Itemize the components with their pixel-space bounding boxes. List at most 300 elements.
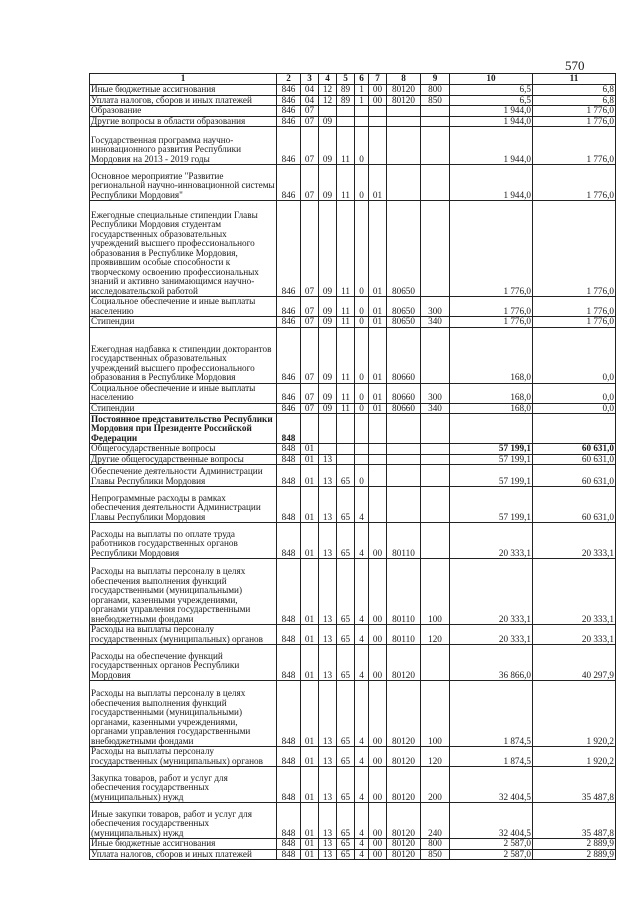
- section-code-cell: 07: [301, 383, 319, 403]
- subprogram-code-cell: 4: [355, 645, 369, 681]
- subprogram-code-cell: 0: [355, 465, 369, 487]
- table-row: [90, 95, 616, 106]
- ved-code-cell: 846: [277, 383, 301, 403]
- direction-code-cell: 80110: [387, 523, 421, 559]
- direction-code-cell: 80120: [387, 849, 421, 860]
- amount-year1-cell: 168,0: [450, 383, 533, 403]
- table-row: [90, 444, 616, 455]
- amount-year1-cell: 1 776,0: [450, 201, 533, 297]
- ved-code-cell: 848: [277, 523, 301, 559]
- subprogram-code-cell: 0: [355, 127, 369, 165]
- subsection-code-cell: [319, 106, 337, 117]
- subprogram-code-cell: 4: [355, 849, 369, 860]
- program-code-cell: 11: [337, 165, 355, 201]
- ved-code-cell: 846: [277, 116, 301, 127]
- event-code-cell: [369, 127, 387, 165]
- expense-type-code-cell: 100: [421, 681, 450, 747]
- expense-type-code-cell: 800: [421, 85, 450, 96]
- expense-type-code-cell: [421, 454, 450, 465]
- table-row: [90, 327, 616, 383]
- table-row: [90, 317, 616, 328]
- subprogram-code-cell: 0: [355, 165, 369, 201]
- expense-name-cell: Иные бюджетные ассигнования: [90, 839, 277, 850]
- ved-code-cell: 846: [277, 403, 301, 414]
- amount-year2-cell: 1 920,2: [533, 681, 616, 747]
- table-row: [90, 127, 616, 165]
- section-code-cell: 01: [301, 465, 319, 487]
- event-code-cell: 00: [369, 839, 387, 850]
- direction-code-cell: [387, 465, 421, 487]
- amount-year2-cell: 2 889,9: [533, 839, 616, 850]
- direction-code-cell: 80110: [387, 559, 421, 625]
- event-code-cell: 00: [369, 849, 387, 860]
- subprogram-code-cell: 0: [355, 201, 369, 297]
- subsection-code-cell: 13: [319, 747, 337, 767]
- subsection-code-cell: 09: [319, 127, 337, 165]
- expense-type-code-cell: 850: [421, 95, 450, 106]
- section-code-cell: [301, 414, 319, 444]
- subsection-code-cell: 13: [319, 559, 337, 625]
- amount-year2-cell: 1 776,0: [533, 317, 616, 328]
- amount-year2-cell: 60 631,0: [533, 465, 616, 487]
- event-code-cell: [369, 444, 387, 455]
- program-code-cell: 65: [337, 849, 355, 860]
- subsection-code-cell: 13: [319, 645, 337, 681]
- event-code-cell: [369, 414, 387, 444]
- program-code-cell: 65: [337, 559, 355, 625]
- expense-name-cell: Стипендии: [90, 403, 277, 414]
- direction-code-cell: 80120: [387, 767, 421, 803]
- expense-type-code-cell: [421, 165, 450, 201]
- amount-year1-cell: 57 199,1: [450, 444, 533, 455]
- budget-table-body: [90, 85, 616, 860]
- subprogram-code-cell: 4: [355, 767, 369, 803]
- subsection-code-cell: 09: [319, 383, 337, 403]
- subprogram-code-cell: [355, 116, 369, 127]
- amount-year1-cell: 32 404,5: [450, 803, 533, 839]
- direction-code-cell: 80110: [387, 625, 421, 645]
- expense-type-code-cell: [421, 487, 450, 523]
- amount-year1-cell: 1 776,0: [450, 297, 533, 317]
- direction-code-cell: [387, 454, 421, 465]
- event-code-cell: [369, 454, 387, 465]
- amount-year2-cell: 20 333,1: [533, 559, 616, 625]
- direction-code-cell: [387, 487, 421, 523]
- program-code-cell: 89: [337, 85, 355, 96]
- table-row: [90, 297, 616, 317]
- amount-year2-cell: 60 631,0: [533, 444, 616, 455]
- expense-name-cell: Обеспечение деятельности Администрации Главы Республики Мордовия: [90, 465, 277, 487]
- event-code-cell: 00: [369, 803, 387, 839]
- column-header: 10: [450, 74, 533, 85]
- expense-name-cell: Расходы на выплаты персоналу государственных (муниципальных) органов: [90, 625, 277, 645]
- event-code-cell: [369, 116, 387, 127]
- amount-year1-cell: 1 874,5: [450, 747, 533, 767]
- section-code-cell: 01: [301, 559, 319, 625]
- expense-name-cell: Образование: [90, 106, 277, 117]
- direction-code-cell: [387, 444, 421, 455]
- amount-year1-cell: 1 944,0: [450, 127, 533, 165]
- direction-code-cell: 80660: [387, 327, 421, 383]
- program-code-cell: 65: [337, 681, 355, 747]
- table-row: [90, 201, 616, 297]
- expense-type-code-cell: 300: [421, 297, 450, 317]
- section-code-cell: 07: [301, 106, 319, 117]
- direction-code-cell: 80660: [387, 403, 421, 414]
- ved-code-cell: 846: [277, 106, 301, 117]
- ved-code-cell: 846: [277, 165, 301, 201]
- event-code-cell: 01: [369, 383, 387, 403]
- direction-code-cell: 80120: [387, 681, 421, 747]
- expense-name-cell: Иные бюджетные ассигнования: [90, 85, 277, 96]
- event-code-cell: [369, 106, 387, 117]
- amount-year2-cell: 35 487,8: [533, 767, 616, 803]
- program-code-cell: 65: [337, 803, 355, 839]
- amount-year2-cell: 0,0: [533, 403, 616, 414]
- budget-table: [89, 73, 616, 860]
- event-code-cell: 00: [369, 523, 387, 559]
- table-row: [90, 681, 616, 747]
- amount-year2-cell: 6,8: [533, 95, 616, 106]
- table-row: [90, 625, 616, 645]
- ved-code-cell: 848: [277, 747, 301, 767]
- expense-type-code-cell: 120: [421, 747, 450, 767]
- ved-code-cell: 848: [277, 414, 301, 444]
- subsection-code-cell: 09: [319, 403, 337, 414]
- subsection-code-cell: 13: [319, 849, 337, 860]
- section-code-cell: 01: [301, 625, 319, 645]
- expense-type-code-cell: 200: [421, 767, 450, 803]
- expense-type-code-cell: [421, 645, 450, 681]
- direction-code-cell: 80120: [387, 645, 421, 681]
- direction-code-cell: 80650: [387, 201, 421, 297]
- subprogram-code-cell: 4: [355, 681, 369, 747]
- subsection-code-cell: [319, 444, 337, 455]
- section-code-cell: 01: [301, 487, 319, 523]
- column-header: 2: [277, 74, 301, 85]
- expense-type-code-cell: [421, 201, 450, 297]
- section-code-cell: 07: [301, 403, 319, 414]
- program-code-cell: 11: [337, 317, 355, 328]
- table-row: [90, 767, 616, 803]
- direction-code-cell: 80660: [387, 383, 421, 403]
- table-row: [90, 383, 616, 403]
- direction-code-cell: [387, 127, 421, 165]
- table-row: [90, 403, 616, 414]
- expense-type-code-cell: 340: [421, 403, 450, 414]
- expense-type-code-cell: [421, 444, 450, 455]
- direction-code-cell: [387, 106, 421, 117]
- expense-name-cell: Общегосударственные вопросы: [90, 444, 277, 455]
- program-code-cell: 11: [337, 383, 355, 403]
- section-code-cell: 01: [301, 645, 319, 681]
- column-header: 8: [387, 74, 421, 85]
- subprogram-code-cell: [355, 454, 369, 465]
- amount-year1-cell: 20 333,1: [450, 625, 533, 645]
- column-header: 4: [319, 74, 337, 85]
- event-code-cell: 00: [369, 645, 387, 681]
- subprogram-code-cell: 0: [355, 317, 369, 328]
- table-row: [90, 559, 616, 625]
- section-code-cell: 01: [301, 803, 319, 839]
- amount-year2-cell: 0,0: [533, 327, 616, 383]
- expense-name-cell: Ежегодная надбавка к стипендии докторантов государственных образовательных учреждений высшего профессионального образования в Республике Мордовия: [90, 327, 277, 383]
- column-header: 5: [337, 74, 355, 85]
- direction-code-cell: [387, 116, 421, 127]
- program-code-cell: [337, 454, 355, 465]
- direction-code-cell: [387, 414, 421, 444]
- amount-year2-cell: 1 776,0: [533, 127, 616, 165]
- event-code-cell: 00: [369, 85, 387, 96]
- program-code-cell: 11: [337, 297, 355, 317]
- program-code-cell: 11: [337, 327, 355, 383]
- program-code-cell: [337, 106, 355, 117]
- amount-year1-cell: 20 333,1: [450, 559, 533, 625]
- expense-type-code-cell: [421, 327, 450, 383]
- expense-name-cell: Основное мероприятие "Развитие региональной научно-инновационной системы Республики Мордовия": [90, 165, 277, 201]
- expense-type-code-cell: 120: [421, 625, 450, 645]
- section-code-cell: 07: [301, 327, 319, 383]
- subprogram-code-cell: [355, 106, 369, 117]
- amount-year1-cell: 6,5: [450, 95, 533, 106]
- ved-code-cell: 848: [277, 444, 301, 455]
- expense-type-code-cell: [421, 465, 450, 487]
- expense-name-cell: Иные закупки товаров, работ и услуг для обеспечения государственных (муниципальных) нужд: [90, 803, 277, 839]
- subsection-code-cell: 12: [319, 85, 337, 96]
- column-header: 6: [355, 74, 369, 85]
- subprogram-code-cell: 4: [355, 559, 369, 625]
- column-number-row: [90, 74, 616, 85]
- ved-code-cell: 848: [277, 849, 301, 860]
- program-code-cell: 65: [337, 747, 355, 767]
- amount-year1-cell: 32 404,5: [450, 767, 533, 803]
- expense-type-code-cell: 300: [421, 383, 450, 403]
- subsection-code-cell: 13: [319, 839, 337, 850]
- program-code-cell: [337, 116, 355, 127]
- subsection-code-cell: 09: [319, 297, 337, 317]
- amount-year2-cell: 20 333,1: [533, 625, 616, 645]
- ved-code-cell: 848: [277, 839, 301, 850]
- table-row: [90, 839, 616, 850]
- subsection-code-cell: 13: [319, 681, 337, 747]
- event-code-cell: 00: [369, 559, 387, 625]
- expense-type-code-cell: 100: [421, 559, 450, 625]
- amount-year2-cell: 1 776,0: [533, 201, 616, 297]
- subprogram-code-cell: 0: [355, 403, 369, 414]
- expense-name-cell: Постоянное представительство Республики Мордовия при Президенте Российской Федерации: [90, 414, 277, 444]
- event-code-cell: 00: [369, 95, 387, 106]
- program-code-cell: 65: [337, 839, 355, 850]
- ved-code-cell: 846: [277, 95, 301, 106]
- section-code-cell: 01: [301, 747, 319, 767]
- program-code-cell: 11: [337, 127, 355, 165]
- page-number: 570: [565, 58, 585, 73]
- ved-code-cell: 846: [277, 327, 301, 383]
- subsection-code-cell: 09: [319, 116, 337, 127]
- table-row: [90, 165, 616, 201]
- section-code-cell: 01: [301, 767, 319, 803]
- ved-code-cell: 848: [277, 465, 301, 487]
- expense-name-cell: Ежегодные специальные стипендии Главы Республики Мордовия студентам государственных образовательных учреждений высшего профессионального образования в Республике Мордовия, проявившим особые способности к творческому освоению профессиональных знаний и активно занимающимся научно-исследовательской работой: [90, 201, 277, 297]
- event-code-cell: 00: [369, 747, 387, 767]
- section-code-cell: 01: [301, 523, 319, 559]
- direction-code-cell: [387, 165, 421, 201]
- amount-year1-cell: 57 199,1: [450, 454, 533, 465]
- subsection-code-cell: [319, 414, 337, 444]
- column-header: 9: [421, 74, 450, 85]
- subprogram-code-cell: 0: [355, 327, 369, 383]
- subsection-code-cell: 13: [319, 625, 337, 645]
- program-code-cell: 89: [337, 95, 355, 106]
- column-header: 7: [369, 74, 387, 85]
- event-code-cell: 01: [369, 297, 387, 317]
- subprogram-code-cell: 4: [355, 803, 369, 839]
- column-header: 1: [90, 74, 277, 85]
- subprogram-code-cell: [355, 414, 369, 444]
- subsection-code-cell: 13: [319, 487, 337, 523]
- section-code-cell: 01: [301, 681, 319, 747]
- expense-type-code-cell: 340: [421, 317, 450, 328]
- ved-code-cell: 848: [277, 803, 301, 839]
- expense-name-cell: Непрограммные расходы в рамках обеспечения деятельности Администрации Главы Республики Мордовия: [90, 487, 277, 523]
- direction-code-cell: 80120: [387, 747, 421, 767]
- table-row: [90, 414, 616, 444]
- amount-year1-cell: 36 866,0: [450, 645, 533, 681]
- program-code-cell: 65: [337, 625, 355, 645]
- ved-code-cell: 848: [277, 645, 301, 681]
- program-code-cell: 65: [337, 523, 355, 559]
- direction-code-cell: 80120: [387, 85, 421, 96]
- subsection-code-cell: 13: [319, 465, 337, 487]
- expense-name-cell: Расходы на выплаты персоналу в целях обеспечения выполнения функций государственными (муниципальными) органами, казенными учреждениями, органами управления государственными внебюджетными фондами: [90, 681, 277, 747]
- table-row: [90, 454, 616, 465]
- amount-year2-cell: 60 631,0: [533, 454, 616, 465]
- expense-name-cell: Другие вопросы в области образования: [90, 116, 277, 127]
- expense-type-code-cell: [421, 414, 450, 444]
- event-code-cell: 01: [369, 327, 387, 383]
- expense-name-cell: Уплата налогов, сборов и иных платежей: [90, 849, 277, 860]
- amount-year1-cell: 1 776,0: [450, 317, 533, 328]
- table-row: [90, 849, 616, 860]
- amount-year1-cell: 6,5: [450, 85, 533, 96]
- subsection-code-cell: 09: [319, 317, 337, 328]
- section-code-cell: 07: [301, 165, 319, 201]
- amount-year2-cell: [533, 414, 616, 444]
- amount-year1-cell: 2 587,0: [450, 849, 533, 860]
- amount-year1-cell: 20 333,1: [450, 523, 533, 559]
- amount-year1-cell: 1 944,0: [450, 165, 533, 201]
- ved-code-cell: 848: [277, 767, 301, 803]
- program-code-cell: [337, 444, 355, 455]
- subprogram-code-cell: 4: [355, 625, 369, 645]
- expense-name-cell: Закупка товаров, работ и услуг для обеспечения государственных (муниципальных) нужд: [90, 767, 277, 803]
- subprogram-code-cell: 4: [355, 523, 369, 559]
- column-header: 3: [301, 74, 319, 85]
- subprogram-code-cell: 4: [355, 747, 369, 767]
- ved-code-cell: 848: [277, 681, 301, 747]
- subprogram-code-cell: 1: [355, 85, 369, 96]
- expense-name-cell: Расходы на выплаты по оплате труда работников государственных органов Республики Мордовия: [90, 523, 277, 559]
- event-code-cell: 00: [369, 625, 387, 645]
- subsection-code-cell: 09: [319, 165, 337, 201]
- amount-year1-cell: 1 944,0: [450, 116, 533, 127]
- section-code-cell: 07: [301, 116, 319, 127]
- table-row: [90, 803, 616, 839]
- subsection-code-cell: 12: [319, 95, 337, 106]
- amount-year1-cell: 1 874,5: [450, 681, 533, 747]
- expense-name-cell: Расходы на выплаты персоналу в целях обеспечения выполнения функций государственными (муниципальными) органами, казенными учреждениями, органами управления государственными внебюджетными фондами: [90, 559, 277, 625]
- expense-name-cell: Социальное обеспечение и иные выплаты населению: [90, 383, 277, 403]
- direction-code-cell: 80120: [387, 95, 421, 106]
- expense-name-cell: Стипендии: [90, 317, 277, 328]
- expense-name-cell: Другие общегосударственные вопросы: [90, 454, 277, 465]
- expense-type-code-cell: 240: [421, 803, 450, 839]
- expense-name-cell: Расходы на выплаты персоналу государственных (муниципальных) органов: [90, 747, 277, 767]
- expense-type-code-cell: [421, 116, 450, 127]
- amount-year2-cell: 6,8: [533, 85, 616, 96]
- amount-year2-cell: 1 776,0: [533, 165, 616, 201]
- amount-year1-cell: 2 587,0: [450, 839, 533, 850]
- table-row: [90, 747, 616, 767]
- amount-year2-cell: 1 920,2: [533, 747, 616, 767]
- event-code-cell: 01: [369, 201, 387, 297]
- table-row: [90, 85, 616, 96]
- amount-year2-cell: 1 776,0: [533, 106, 616, 117]
- column-header: 11: [533, 74, 616, 85]
- ved-code-cell: 846: [277, 85, 301, 96]
- program-code-cell: 11: [337, 403, 355, 414]
- ved-code-cell: 848: [277, 559, 301, 625]
- table-row: [90, 116, 616, 127]
- amount-year1-cell: 57 199,1: [450, 465, 533, 487]
- event-code-cell: 00: [369, 681, 387, 747]
- amount-year2-cell: 1 776,0: [533, 297, 616, 317]
- expense-type-code-cell: [421, 127, 450, 165]
- table-row: [90, 487, 616, 523]
- event-code-cell: 01: [369, 403, 387, 414]
- subprogram-code-cell: 0: [355, 383, 369, 403]
- amount-year2-cell: 20 333,1: [533, 523, 616, 559]
- ved-code-cell: 846: [277, 297, 301, 317]
- amount-year2-cell: 2 889,9: [533, 849, 616, 860]
- expense-type-code-cell: 850: [421, 849, 450, 860]
- program-code-cell: 65: [337, 487, 355, 523]
- subprogram-code-cell: 4: [355, 839, 369, 850]
- subsection-code-cell: 09: [319, 327, 337, 383]
- table-row: [90, 645, 616, 681]
- section-code-cell: 01: [301, 454, 319, 465]
- amount-year1-cell: 1 944,0: [450, 106, 533, 117]
- subprogram-code-cell: 1: [355, 95, 369, 106]
- expense-name-cell: Расходы на обеспечение функций государственных органов Республики Мордовия: [90, 645, 277, 681]
- subprogram-code-cell: 4: [355, 487, 369, 523]
- subsection-code-cell: 13: [319, 803, 337, 839]
- program-code-cell: 65: [337, 645, 355, 681]
- ved-code-cell: 846: [277, 127, 301, 165]
- ved-code-cell: 846: [277, 317, 301, 328]
- expense-type-code-cell: 800: [421, 839, 450, 850]
- amount-year2-cell: 35 487,8: [533, 803, 616, 839]
- amount-year2-cell: 0,0: [533, 383, 616, 403]
- section-code-cell: 04: [301, 95, 319, 106]
- subprogram-code-cell: [355, 444, 369, 455]
- amount-year1-cell: 168,0: [450, 327, 533, 383]
- section-code-cell: 01: [301, 839, 319, 850]
- section-code-cell: 01: [301, 849, 319, 860]
- ved-code-cell: 846: [277, 201, 301, 297]
- expense-name-cell: Государственная программа научно-инновационного развития Республики Мордовия на 2013 - 2019 годы: [90, 127, 277, 165]
- table-row: [90, 523, 616, 559]
